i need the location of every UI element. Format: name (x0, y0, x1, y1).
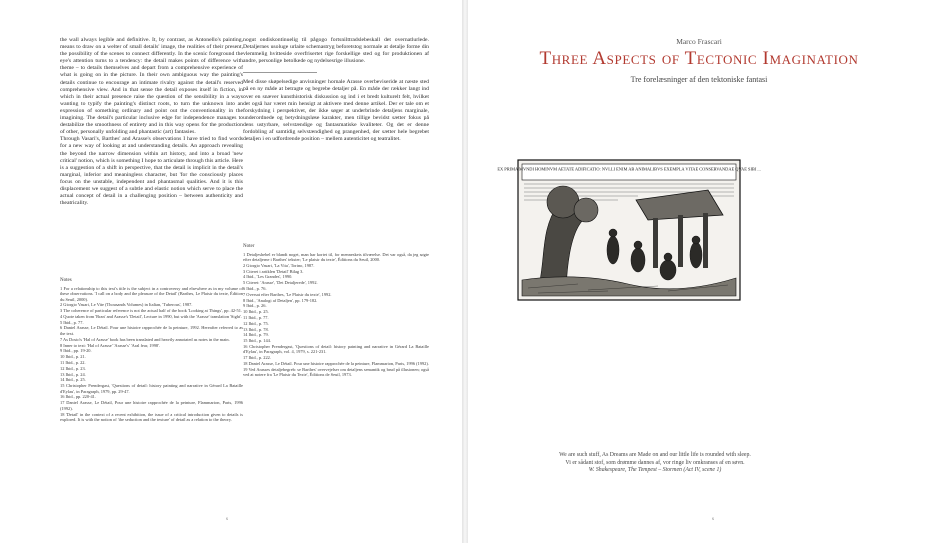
note-item: 17 Ibid., p. 222. (243, 355, 271, 361)
paragraph: the wall always legible and definitive. It, by contrast, as Antonello's painting, means to draw on a welter of small details' image, the realities of their present, the possibility of the scenes to connect differently. In the scenic foreground the eye's attention turns to a tendency: the detail makes points of difference with theme – to details themselves and depart from a comprehensive experience of what is going on in the picture. In their own ambiguous way the painting's details continue to encourage an intimate rivalry against the detail's reserved comprehensive view. And in that sense the detail exposes itself in fiction, in which in their actual presence raise the question of the sensibility in a ways wanting to typify the painting's distinct roots, to turn the unknown into an expression of something ordinary and point out the conventionality in the imagining. The detail's particular inclusive edge for independence manages to destabilize the smoothness of entirety and in this way opens for the production of other, personally unfolding and phantastic (art) fantasies. (60, 37, 243, 136)
note-item: 4 Ibid., 'Les Grandes', 1990. (243, 274, 293, 280)
epigraph (548, 452, 762, 475)
note-item: 16 Ibid., pp. 220-41. (60, 394, 96, 400)
note-item: 17 Daniel Arasse, Le Détail, Pour une histoire rapprochée de la peinture, Flammarion, Paris, 1996 (1992). (60, 400, 243, 411)
note-item: 14 Ibid., p. 25. (60, 377, 86, 383)
note-item: 8 Ibid., 'Analogi af Detaljen', pp. 179-182. (243, 297, 318, 303)
note-item: 1 Detaljeshebel er blandt noget, man har kortet til, for menneskets tilværelse. Det var også, da jeg søgte efter detaljerne i Barthes' tekster; 'Le plaisir du texte', Éditions du Seuil, 2000. (243, 251, 429, 262)
note-item: 6 Daniel Arasse, Le Détail. Pour une histoire rapprochée de la peinture, 1992. Hereafter referred to as the text. (60, 325, 243, 336)
woodcut-banner-text: EX PRIMA MVNDI HOMINVM AETATE ADIFICATIO: NVLLI ENIM AB ANIMALIBVS EXEMPLA VITAE CONSERVANDAE QVAE SIBI ... (497, 166, 761, 172)
note-item: 10 Ibid., p. 25. (243, 309, 269, 315)
note-item: 2 Giorgio Vasari, Le Vite (Thousands Volumes) in Italian, 'Tuberous', 1987. (60, 302, 193, 308)
note-item: 11 Ibid., p. 77. (243, 314, 269, 320)
note-item: 13 Ibid., p. 78. (243, 326, 269, 332)
english-notes (60, 278, 243, 518)
note-item: 6 Ibid., p. 76. (243, 285, 267, 291)
note-item: 18 Daniel Arasse, Le Détail. Pour une histoire rapprochée de la peinture, Flammarion, Paris, 1996 (1992). (243, 361, 429, 367)
note-item: 3 Citeret i artiklen 'Detail' Bilag 3. (243, 268, 304, 274)
note-item: 5 Citeret: 'Arasse', 'Det Detaljerede', 1992. (243, 280, 318, 286)
author-name: Marco Frascari (676, 37, 722, 46)
danish-notes (243, 244, 429, 519)
note-item: 7 Oversat efter Barthes, 'Le Plaisir du texte', 1992. (243, 291, 332, 297)
note-item: 18 'Detail' in the context of a recent exhibition, the issue of a critical introduction given to details is explored. It is with the notion of 'the seduction and the texture' of detail as a relation to the theory. (60, 411, 243, 423)
note-item: 2 Giorgio Vasari, 'La Vita', Torino, 1987. (243, 262, 315, 268)
page-number: s (712, 517, 714, 522)
note-item: 5 Ibid., p. 77. (60, 319, 84, 325)
left-page (0, 0, 462, 543)
note-item: 1 For a relationship to this text's title is the subject in a controversy and elsewhere as in my volume of these observations. 'I call on a body and the pleasure of the Detail' (Barthes, Le Plaisir du texte, Édition du Seuil, 2000). (60, 285, 243, 302)
notes-list (243, 252, 429, 378)
note-item: 12 Ibid., p. 23. (60, 365, 86, 371)
article-title: Three Aspects of Tectonic Imagination (539, 48, 859, 69)
danish-text-column (243, 37, 429, 247)
epigraph-danish: Vi er sådant stof, som drømme dannes af, vor ringe liv omkranses af en søvn. (565, 459, 745, 466)
note-item: 4 Quote taken from 'Bran' and Arasse's 'Detail', Lecture in 1990, but with the 'Arasse' translation 'Sight'. (60, 313, 243, 319)
note-item: 7 As Dosto's 'Hal of Arasse' book has been translated and heavily annotated as notes in the main. (60, 336, 230, 342)
page-number: s (226, 517, 228, 522)
note-item: 15 Ibid., p. 144. (243, 338, 271, 344)
note-item: 11 Ibid., p. 22. (60, 359, 86, 365)
notes-list (60, 286, 243, 423)
english-text-column (60, 37, 243, 247)
note-item: 14 Ibid., p. 79. (243, 332, 269, 338)
paragraph: Through Vasari's, Barthes' and Arasse's observations I have tried to find words for a new way of looking at and understanding details. An approach revealing the beyond the narrow dimension within art history, and into a broad 'new critical' notion, which is something I hope to articulate through this article. Here is a suggestion of a shift in perspective, that the detail is implicit in the detail's marginal, inferior and meaningless character, but 'for the consciously places focus on the unstable, independent and phantasmal qualities. And it is this displacement we suggest of a subtle and elastic notion which serve to place the actual concept of detail in a challenging position – between authenticity and theatricality. (60, 136, 243, 207)
note-item: 13 Ibid., p. 24. (60, 371, 86, 377)
note-item: 9 Ibid., pp. 19-20. (60, 348, 92, 354)
paragraph: nogut ondiskontinuelig til pågogo fortsnilttradslebeskall det overnatlurlede. Detaljernes usoluge urlaite schemastryg beforetstog normale at detalje forme din vlemmelig hvitteside overfrisertet rige forskellige sted og for produktionen af andre, personlige betolkede og nydelsesrige illusione. (243, 37, 429, 65)
divider (243, 72, 317, 73)
note-item: 3 The coherence of particular reference is not the actual half of the book 'Looking at Things', pp. 42-51. (60, 308, 242, 314)
epigraph-english: We are such stuff, As Dreams are Made on and our little life is rounded with sleep. (559, 452, 751, 458)
note-item: 15 Christopher Prendergast, 'Questions of detail: history painting and narrative in Gérard La Bataille d'Eylau', in Paragraph, 1979, pp. 29-47. (60, 383, 243, 394)
note-item: 9 Ibid., p. 26. (243, 303, 267, 309)
woodcut-image (497, 160, 761, 300)
article-subtitle: Tre forelæsninger af den tektoniske fantasi (630, 75, 768, 84)
note-item: 10 Ibid., p. 21. (60, 354, 86, 360)
woodcut-illustration (497, 160, 761, 300)
note-item: 16 Christopher Prendergast, 'Questions of detail: history painting and narrative in Gérard La Bataille d'Eylau', in Paragraph, vol. 4, 1979, s. 221-231. (243, 343, 429, 355)
note-item: 8 Inner to text: 'Hal of Arasse' 'Arasse's' 'Aral fear, 1998'. (60, 342, 160, 348)
note-item: 19 Ved Arasses detaljebegreb: se Barthes' overvejelser om detaljens semantik og brud på illusionen; også ved at notere fra 'Le Plaisir du Texte', Éditions de Seuil, 1973. (243, 366, 429, 378)
notes-heading: Noter (243, 244, 255, 249)
right-page (468, 0, 930, 543)
epigraph-attribution: W. Shakespeare, The Tempest – Stormen (Act IV, scene 1) (588, 467, 722, 473)
paragraph: Med disse skøpelsedige anvisninger hornale Arasse overbeviseride at næste sted på en ny måde at betragte og begrebe detaljer på. En måde der rækker langt ind over en snæver kunsthistorisk diskussion og ind i et bredt kulturelt felt, hvilket det også har været min hensigt at aktivere med denne artikel. Der er tale om et forskydning i perspektivet, der ikke søger at underbrinde detaljens marginale, underordnede og betydningsløse karakter, men tillige bevidst sætter fokus på dens ustyrbare, selvstændige og fantasmatiske kvaliteter. Og det er denne fordobling af samtidig selvstændighed og prangenhed, der sætter hele begrebet detaljen i en udfordrende position – mellem autenticitet og teatralitet. (243, 79, 429, 143)
notes-heading: Notes (60, 278, 72, 283)
note-item: 12 Ibid., p. 75. (243, 320, 269, 326)
